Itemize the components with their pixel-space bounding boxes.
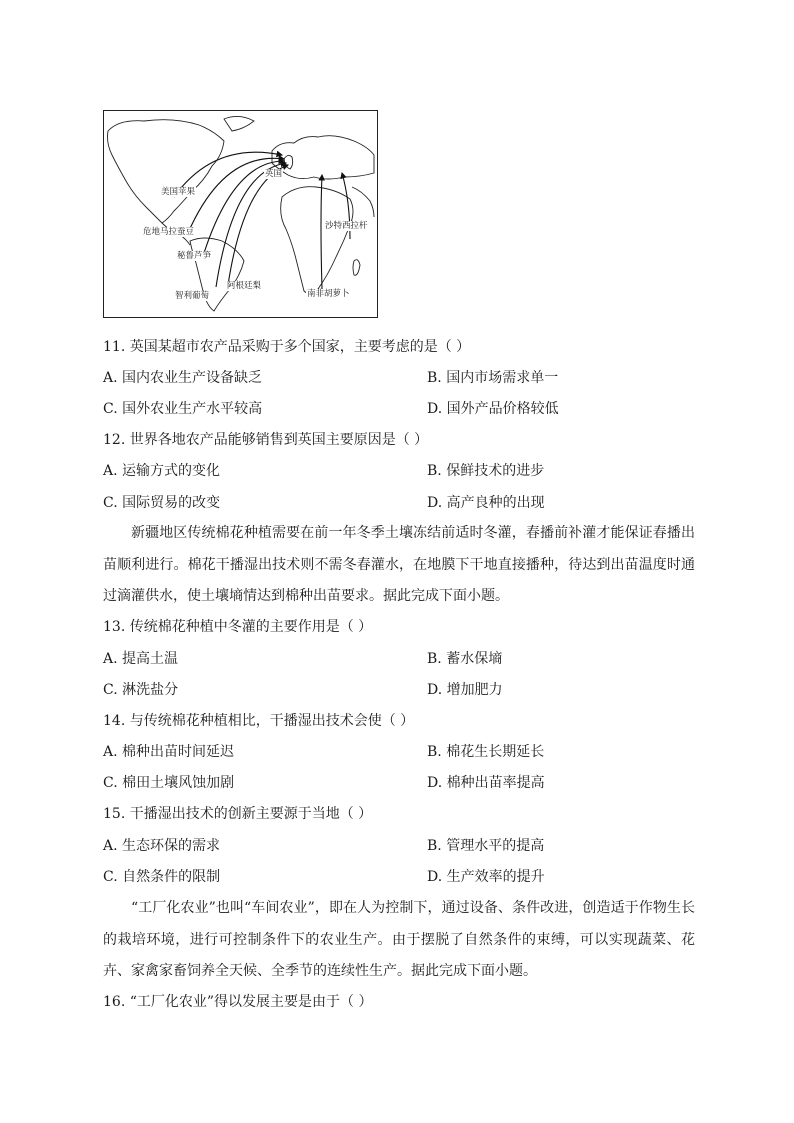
question-12-stem: 12. 世界各地农产品能够销售到英国主要原因是（ ） [103, 432, 429, 448]
q13-option-c: C. 淋洗盐分 [103, 682, 179, 698]
q11-option-d: D. 国外产品价格较低 [427, 401, 559, 417]
q13-option-d: D. 增加肥力 [427, 682, 503, 698]
q11-option-a: A. 国内农业生产设备缺乏 [103, 370, 263, 386]
q13-option-b: B. 蓄水保墒 [427, 651, 503, 667]
q14-option-d: D. 棉种出苗率提高 [427, 775, 545, 791]
label-swaziland: 沙特西拉杆 [325, 221, 368, 231]
q15-option-a: A. 生态环保的需求 [103, 838, 221, 854]
q14-option-b: B. 棉花生长期延长 [427, 744, 545, 760]
q12-option-d: D. 高产良种的出现 [427, 495, 545, 511]
label-uk: 英国 [265, 169, 283, 179]
question-15-stem: 15. 干播湿出技术的创新主要源于当地（ ） [103, 806, 373, 822]
question-11-stem: 11. 英国某超市农产品采购于多个国家，主要考虑的是（ ） [103, 339, 471, 355]
q15-option-d: D. 生产效率的提升 [427, 869, 545, 885]
q12-option-c: C. 国际贸易的改变 [103, 495, 221, 511]
label-peru: 秘鲁芦笋 [177, 251, 212, 261]
label-guatemala: 危地马拉蚕豆 [143, 227, 195, 237]
question-14-stem: 14. 与传统棉花种植相比，干播湿出技术会使（ ） [103, 713, 415, 729]
label-argentina: 阿根廷梨 [227, 281, 262, 291]
question-13-stem: 13. 传统棉花种植中冬灌的主要作用是（ ） [103, 619, 373, 635]
world-trade-map [103, 110, 378, 318]
q14-option-c: C. 棉田土壤风蚀加剧 [103, 775, 235, 791]
label-south-africa: 南非胡萝卜 [307, 289, 350, 299]
passage-factory-farming: “工厂化农业”也叫“车间农业”，即在人为控制下，通过设备、条件改进，创造适于作物生长的栽培环境，进行可控制条件下的农业生产。由于摆脱了自然条件的束缚，可以实现蔬菜、花卉、家禽家畜饲养全天候、全季节的连续性生产。据此完成下面小题。 [103, 900, 695, 979]
q11-option-c: C. 国外农业生产水平较高 [103, 401, 263, 417]
q12-option-b: B. 保鲜技术的进步 [427, 463, 545, 479]
question-16-stem: 16. “工厂化农业”得以发展主要是由于（ ） [103, 994, 373, 1010]
label-chile: 智利葡萄 [175, 291, 210, 301]
q15-option-b: B. 管理水平的提高 [427, 838, 545, 854]
passage-cotton: 新疆地区传统棉花种植需要在前一年冬季土壤冻结前适时冬灌，春播前补灌才能保证春播出苗顺利进行。棉花干播湿出技术则不需冬春灌水，在地膜下干地直接播种，待达到出苗温度时通过滴灌供水，使土壤墒情达到棉种出苗要求。据此完成下面小题。 [103, 525, 695, 604]
label-usa-apple: 美国苹果 [161, 187, 196, 197]
q12-option-a: A. 运输方式的变化 [103, 463, 221, 479]
q13-option-a: A. 提高土温 [103, 651, 179, 667]
q15-option-c: C. 自然条件的限制 [103, 869, 221, 885]
q14-option-a: A. 棉种出苗时间延迟 [103, 744, 235, 760]
q11-option-b: B. 国内市场需求单一 [427, 370, 559, 386]
